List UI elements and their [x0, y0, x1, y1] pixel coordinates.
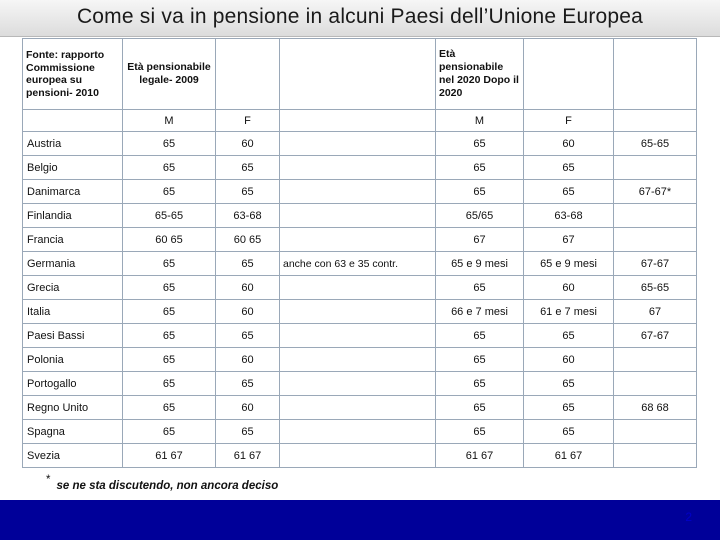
- table-row: [23, 204, 697, 228]
- note-cell: [280, 300, 436, 324]
- note-cell: [280, 348, 436, 372]
- age-2009-header: Età pensionabile legale- 2009: [123, 39, 216, 110]
- male-age-2009-cell: 65: [123, 324, 216, 348]
- male-age-2020-cell: 67: [436, 228, 524, 252]
- female-age-2009-cell: 65: [216, 156, 280, 180]
- after-2020-cell: 67-67: [614, 324, 697, 348]
- table-row: [23, 396, 697, 420]
- country-cell: Francia: [23, 228, 123, 252]
- table-body: [23, 132, 697, 468]
- male-age-2020-cell: 65: [436, 348, 524, 372]
- female-age-2009-cell: 65: [216, 252, 280, 276]
- male-age-2020-cell: 65: [436, 396, 524, 420]
- female-age-2020-cell: 65: [524, 396, 614, 420]
- male-age-2020-cell: 65: [436, 132, 524, 156]
- male-age-2009-cell: 61 67: [123, 444, 216, 468]
- country-cell: Svezia: [23, 444, 123, 468]
- note-cell: [280, 156, 436, 180]
- pension-table-container: [22, 38, 696, 478]
- female-2009-header: F: [216, 110, 280, 132]
- female-age-2020-cell: 60: [524, 348, 614, 372]
- note-cell: [280, 228, 436, 252]
- female-age-2009-cell: 65: [216, 420, 280, 444]
- female-age-2009-cell: 65: [216, 372, 280, 396]
- female-age-2020-cell: 65: [524, 372, 614, 396]
- note-cell: [280, 276, 436, 300]
- female-age-2020-cell: 65: [524, 420, 614, 444]
- note-cell: [280, 132, 436, 156]
- country-cell: Regno Unito: [23, 396, 123, 420]
- female-age-2020-cell: 65 e 9 mesi: [524, 252, 614, 276]
- female-age-2020-cell: 67: [524, 228, 614, 252]
- male-age-2009-cell: 65: [123, 156, 216, 180]
- table-row: [23, 300, 697, 324]
- male-age-2020-cell: 61 67: [436, 444, 524, 468]
- male-age-2020-cell: 65: [436, 276, 524, 300]
- country-cell: Paesi Bassi: [23, 324, 123, 348]
- after-2020-cell: [614, 444, 697, 468]
- male-age-2009-cell: 65: [123, 396, 216, 420]
- after-2020-cell: 67-67*: [614, 180, 697, 204]
- country-cell: Austria: [23, 132, 123, 156]
- note-cell: [280, 324, 436, 348]
- female-age-2009-cell: 65: [216, 180, 280, 204]
- female-age-2009-cell: 60: [216, 396, 280, 420]
- female-age-2020-cell: 65: [524, 156, 614, 180]
- header-empty-cell: [280, 110, 436, 132]
- male-age-2020-cell: 65 e 9 mesi: [436, 252, 524, 276]
- male-age-2020-cell: 65/65: [436, 204, 524, 228]
- after-2020-cell: [614, 372, 697, 396]
- male-age-2009-cell: 65: [123, 180, 216, 204]
- table-row: [23, 276, 697, 300]
- after-2020-cell: [614, 156, 697, 180]
- after-2020-cell: 67-67: [614, 252, 697, 276]
- after-2020-cell: 68 68: [614, 396, 697, 420]
- male-age-2009-cell: 65-65: [123, 204, 216, 228]
- header-empty-cell: [216, 39, 280, 110]
- female-age-2009-cell: 60: [216, 348, 280, 372]
- male-age-2009-cell: 60 65: [123, 228, 216, 252]
- header-empty-cell: [524, 39, 614, 110]
- male-age-2009-cell: 65: [123, 252, 216, 276]
- male-age-2009-cell: 65: [123, 276, 216, 300]
- female-age-2020-cell: 60: [524, 132, 614, 156]
- age-2020-header: Età pensionabile nel 2020 Dopo il 2020: [436, 39, 524, 110]
- male-age-2020-cell: 65: [436, 372, 524, 396]
- male-age-2009-cell: 65: [123, 420, 216, 444]
- footnote-text: se ne sta discutendo, non ancora deciso: [56, 480, 279, 492]
- note-cell: [280, 204, 436, 228]
- female-age-2009-cell: 60 65: [216, 228, 280, 252]
- female-age-2020-cell: 60: [524, 276, 614, 300]
- male-age-2020-cell: 66 e 7 mesi: [436, 300, 524, 324]
- note-cell: [280, 420, 436, 444]
- country-cell: Spagna: [23, 420, 123, 444]
- table-row: [23, 444, 697, 468]
- male-age-2009-cell: 65: [123, 348, 216, 372]
- female-age-2009-cell: 61 67: [216, 444, 280, 468]
- female-age-2020-cell: 65: [524, 324, 614, 348]
- table-row: [23, 324, 697, 348]
- male-age-2009-cell: 65: [123, 132, 216, 156]
- male-age-2009-cell: 65: [123, 300, 216, 324]
- table-row: [23, 180, 697, 204]
- after-2020-cell: 65-65: [614, 132, 697, 156]
- after-2020-cell: [614, 348, 697, 372]
- note-cell: [280, 444, 436, 468]
- table-row: [23, 420, 697, 444]
- gender-header-row: [23, 110, 697, 132]
- male-age-2020-cell: 65: [436, 324, 524, 348]
- female-age-2020-cell: 61 e 7 mesi: [524, 300, 614, 324]
- note-cell: [280, 396, 436, 420]
- footnote: [46, 474, 279, 492]
- country-cell: Finlandia: [23, 204, 123, 228]
- male-age-2020-cell: 65: [436, 180, 524, 204]
- male-2009-header: M: [123, 110, 216, 132]
- country-cell: Germania: [23, 252, 123, 276]
- header-empty-cell: [280, 39, 436, 110]
- country-cell: Danimarca: [23, 180, 123, 204]
- after-2020-cell: [614, 420, 697, 444]
- female-age-2020-cell: 63-68: [524, 204, 614, 228]
- page-number: 2: [685, 510, 692, 524]
- header-empty-cell: [614, 39, 697, 110]
- female-age-2009-cell: 60: [216, 300, 280, 324]
- female-2020-header: F: [524, 110, 614, 132]
- note-cell: [280, 180, 436, 204]
- header-empty-cell: [614, 110, 697, 132]
- country-cell: Belgio: [23, 156, 123, 180]
- table-row: [23, 132, 697, 156]
- female-age-2020-cell: 65: [524, 180, 614, 204]
- after-2020-cell: 67: [614, 300, 697, 324]
- table-row: [23, 348, 697, 372]
- male-age-2020-cell: 65: [436, 420, 524, 444]
- male-age-2009-cell: 65: [123, 372, 216, 396]
- note-cell: anche con 63 e 35 contr.: [280, 252, 436, 276]
- country-cell: Polonia: [23, 348, 123, 372]
- country-cell: Portogallo: [23, 372, 123, 396]
- table-row: [23, 156, 697, 180]
- table-row: [23, 372, 697, 396]
- female-age-2009-cell: 60: [216, 276, 280, 300]
- footnote-asterisk: *: [46, 474, 51, 486]
- after-2020-cell: [614, 228, 697, 252]
- country-cell: Grecia: [23, 276, 123, 300]
- male-2020-header: M: [436, 110, 524, 132]
- male-age-2020-cell: 65: [436, 156, 524, 180]
- header-empty-cell: [23, 110, 123, 132]
- note-cell: [280, 372, 436, 396]
- slide-title-text: Come si va in pensione in alcuni Paesi dell’Unione Europea: [76, 5, 644, 28]
- female-age-2009-cell: 65: [216, 324, 280, 348]
- female-age-2009-cell: 60: [216, 132, 280, 156]
- table-row: [23, 252, 697, 276]
- country-cell: Italia: [23, 300, 123, 324]
- slide-title: [0, 0, 720, 37]
- after-2020-cell: [614, 204, 697, 228]
- table-row: [23, 228, 697, 252]
- female-age-2009-cell: 63-68: [216, 204, 280, 228]
- table-header-row: [23, 39, 697, 110]
- source-header: Fonte: rapporto Commissione europea su pensioni- 2010: [23, 39, 123, 110]
- pension-table: [22, 38, 697, 468]
- bottom-bar: [0, 500, 720, 540]
- after-2020-cell: 65-65: [614, 276, 697, 300]
- female-age-2020-cell: 61 67: [524, 444, 614, 468]
